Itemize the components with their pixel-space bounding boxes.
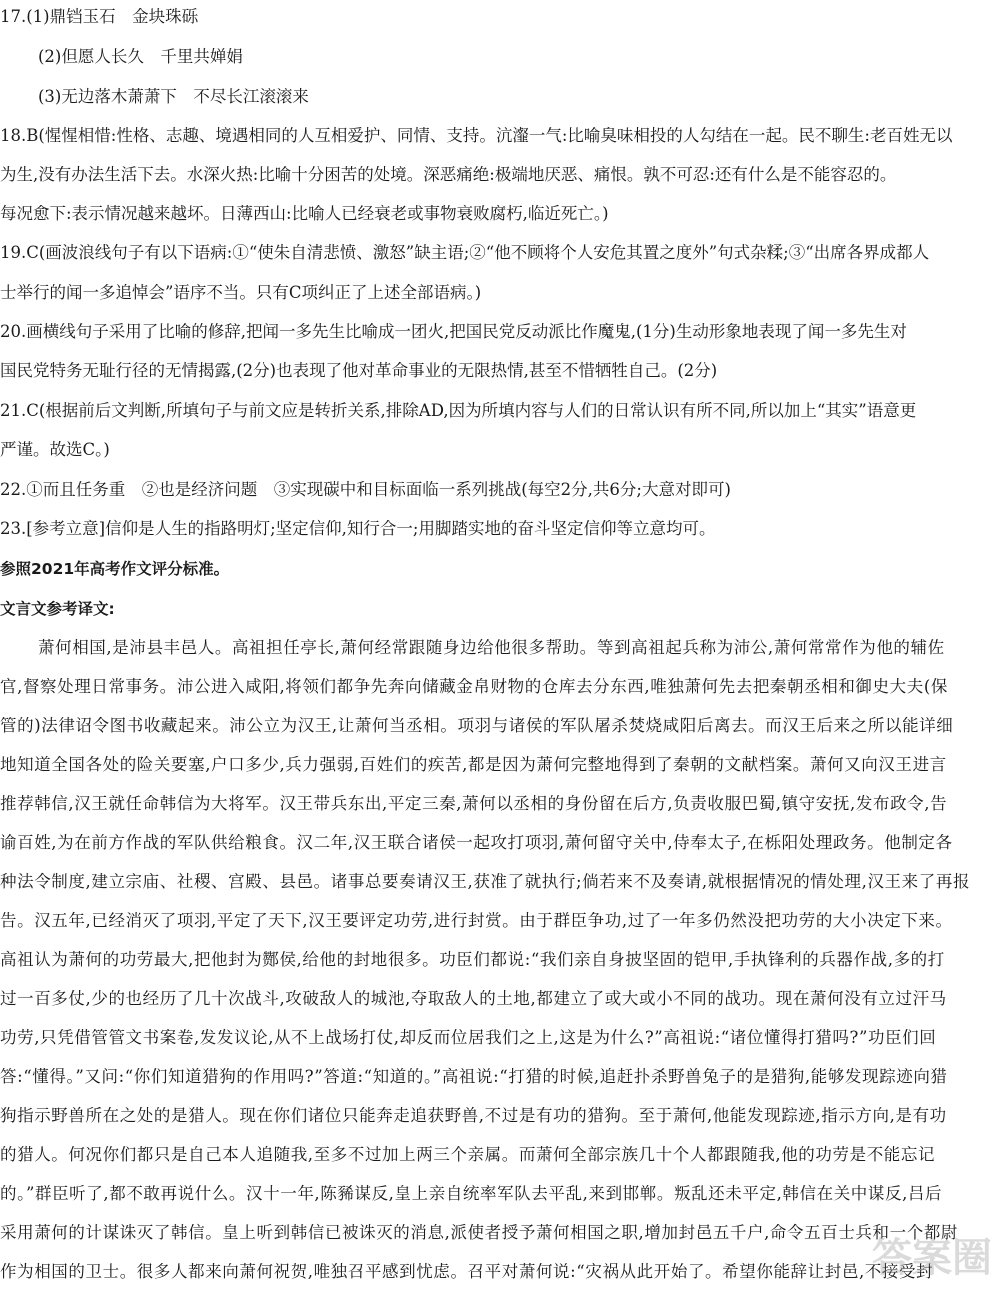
watermark-logo: 答案圈 xyxy=(872,1235,992,1281)
answer-18-line-2: 为生,没有办法生活下去。水深火热:比喻十分困苦的处境。深恶痛绝:极端地厌恶、痛恨。孰不可忍:还有什么是不能容忍的。 xyxy=(0,165,897,184)
answer-21-line-1: 21.C(根据前后文判断,所填句子与前文应是转折关系,排除AD,因为所填内容与人们的日常认识有所不同,所以加上“其实”语意更 xyxy=(0,401,917,420)
translation-line: 的。”群臣听了,都不敢再说什么。汉十一年,陈豨谋反,皇上亲自统率军队去平乱,来到邯郸。叛乱还未平定,韩信在关中谋反,吕后 xyxy=(0,1184,943,1203)
translation-line: 谕百姓,为在前方作战的军队供给粮食。汉二年,汉王联合诸侯一起攻打项羽,萧何留守关中,侍奉太子,在栎阳处理政务。他制定各 xyxy=(0,833,953,852)
essay-criteria: 参照2021年高考作文评分标准。 xyxy=(0,560,230,578)
answer-21-line-2: 严谨。故选C。) xyxy=(0,440,110,459)
answer-23: 23.[参考立意]信仰是人生的指路明灯;坚定信仰,知行合一;用脚踏实地的奋斗坚定信仰等立意均可。 xyxy=(0,519,716,538)
answer-19-line-1: 19.C(画波浪线句子有以下语病:①“使朱自清悲愤、激怒”缺主语;②“他不顾将个人安危其置之度外”句式杂糅;③“出席各界成都人 xyxy=(0,243,930,262)
answer-22: 22.①而且任务重 ②也是经济问题 ③实现碳中和目标面临一系列挑战(每空2分,共6分;大意对即可) xyxy=(0,480,731,499)
answer-18-line-1: 18.B(惺惺相惜:性格、志趣、境遇相同的人互相爱护、同情、支持。沆瀣一气:比喻臭味相投的人勾结在一起。民不聊生:老百姓无以 xyxy=(0,126,953,145)
answer-17-line-2: (2)但愿人长久 千里共婵娟 xyxy=(38,47,243,66)
translation-line: 功劳,只凭借管管文书案卷,发发议论,从不上战场打仗,却反而位居我们之上,这是为什么?”高祖说:“诸位懂得打猎吗?”功臣们回 xyxy=(0,1028,937,1047)
answer-20-line-2: 国民党特务无耻行径的无情揭露,(2分)也表现了他对革命事业的无限热情,甚至不惜牺牲自己。(2分) xyxy=(0,361,718,380)
answer-20-line-1: 20.画横线句子采用了比喻的修辞,把闻一多先生比喻成一团火,把国民党反动派比作魔鬼,(1分)生动形象地表现了闻一多先生对 xyxy=(0,322,907,341)
answer-17-line-3: (3)无边落木萧萧下 不尽长江滚滚来 xyxy=(38,87,309,106)
answer-19-line-2: 士举行的闻一多追悼会”语序不当。只有C项纠正了上述全部语病。) xyxy=(0,283,482,302)
translation-line: 作为相国的卫士。很多人都来向萧何祝贺,唯独召平感到忧虑。召平对萧何说:“灾祸从此开始了。希望你能辞让封邑,不接受封 xyxy=(0,1262,934,1281)
translation-line: 推荐韩信,汉王就任命韩信为大将军。汉王带兵东出,平定三秦,萧何以丞相的身份留在后方,负责收服巴蜀,镇守安抚,发布政令,告 xyxy=(0,794,948,813)
answer-17-line-1: 17.(1)鼎铛玉石 金块珠砾 xyxy=(0,7,199,26)
translation-line: 官,督察处理日常事务。沛公进入咸阳,将领们都争先奔向储藏金帛财物的仓库去分东西,唯独萧何先去把秦朝丞相和御史大夫(保 xyxy=(0,677,948,696)
translation-line: 萧何相国,是沛县丰邑人。高祖担任亭长,萧何经常跟随身边给他很多帮助。等到高祖起兵称为沛公,萧何常常作为他的辅佐 xyxy=(38,638,945,657)
translation-line: 告。汉五年,已经消灭了项羽,平定了天下,汉王要评定功劳,进行封赏。由于群臣争功,过了一年多仍然没把功劳的大小决定下来。 xyxy=(0,911,953,930)
translation-line: 种法令制度,建立宗庙、社稷、宫殿、县邑。诸事总要奏请汉王,获准了就执行;倘若来不及奏请,就根据情况的情处理,汉王来了再报 xyxy=(0,872,971,891)
translation-line: 采用萧何的计谋诛灭了韩信。皇上听到韩信已被诛灭的消息,派使者授予萧何相国之职,增加封邑五千户,命令五百士兵和一个都尉 xyxy=(0,1223,959,1242)
translation-line: 答:“懂得。”又问:“你们知道猎狗的作用吗?”答道:“知道的。”高祖说:“打猎的时候,追赶扑杀野兽兔子的是猎狗,能够发现踪迹向猎 xyxy=(0,1067,948,1086)
translation-line: 的猎人。何况你们都只是自己本人追随我,至多不过加上两三个亲属。而萧何全部宗族几十个人都跟随我,他的功劳是不能忘记 xyxy=(0,1145,936,1164)
translation-line: 高祖认为萧何的功劳最大,把他封为酂侯,给他的封地很多。功臣们都说:“我们亲自身披坚固的铠甲,手执锋利的兵器作战,多的打 xyxy=(0,950,945,969)
answer-18-line-3: 每况愈下:表示情况越来越坏。日薄西山:比喻人已经衰老或事物衰败腐朽,临近死亡。) xyxy=(0,204,609,223)
translation-line: 管的)法律诏令图书收藏起来。沛公立为汉王,让萧何当丞相。项羽与诸侯的军队屠杀焚烧咸阳后离去。而汉王后来之所以能详细 xyxy=(0,716,954,735)
translation-line: 地知道全国各处的险关要塞,户口多少,兵力强弱,百姓们的疾苦,都是因为萧何完整地得到了秦朝的文献档案。萧何又向汉王进言 xyxy=(0,755,947,774)
translation-heading: 文言文参考译文: xyxy=(0,600,115,618)
translation-line: 狗指示野兽所在之处的是猎人。现在你们诸位只能奔走追获野兽,不过是有功的猎狗。至于萧何,他能发现踪迹,指示方向,是有功 xyxy=(0,1106,947,1125)
translation-line: 过一百多仗,少的也经历了几十次战斗,攻破敌人的城池,夺取敌人的土地,都建立了或大或小不同的战功。现在萧何没有立过汗马 xyxy=(0,989,947,1008)
